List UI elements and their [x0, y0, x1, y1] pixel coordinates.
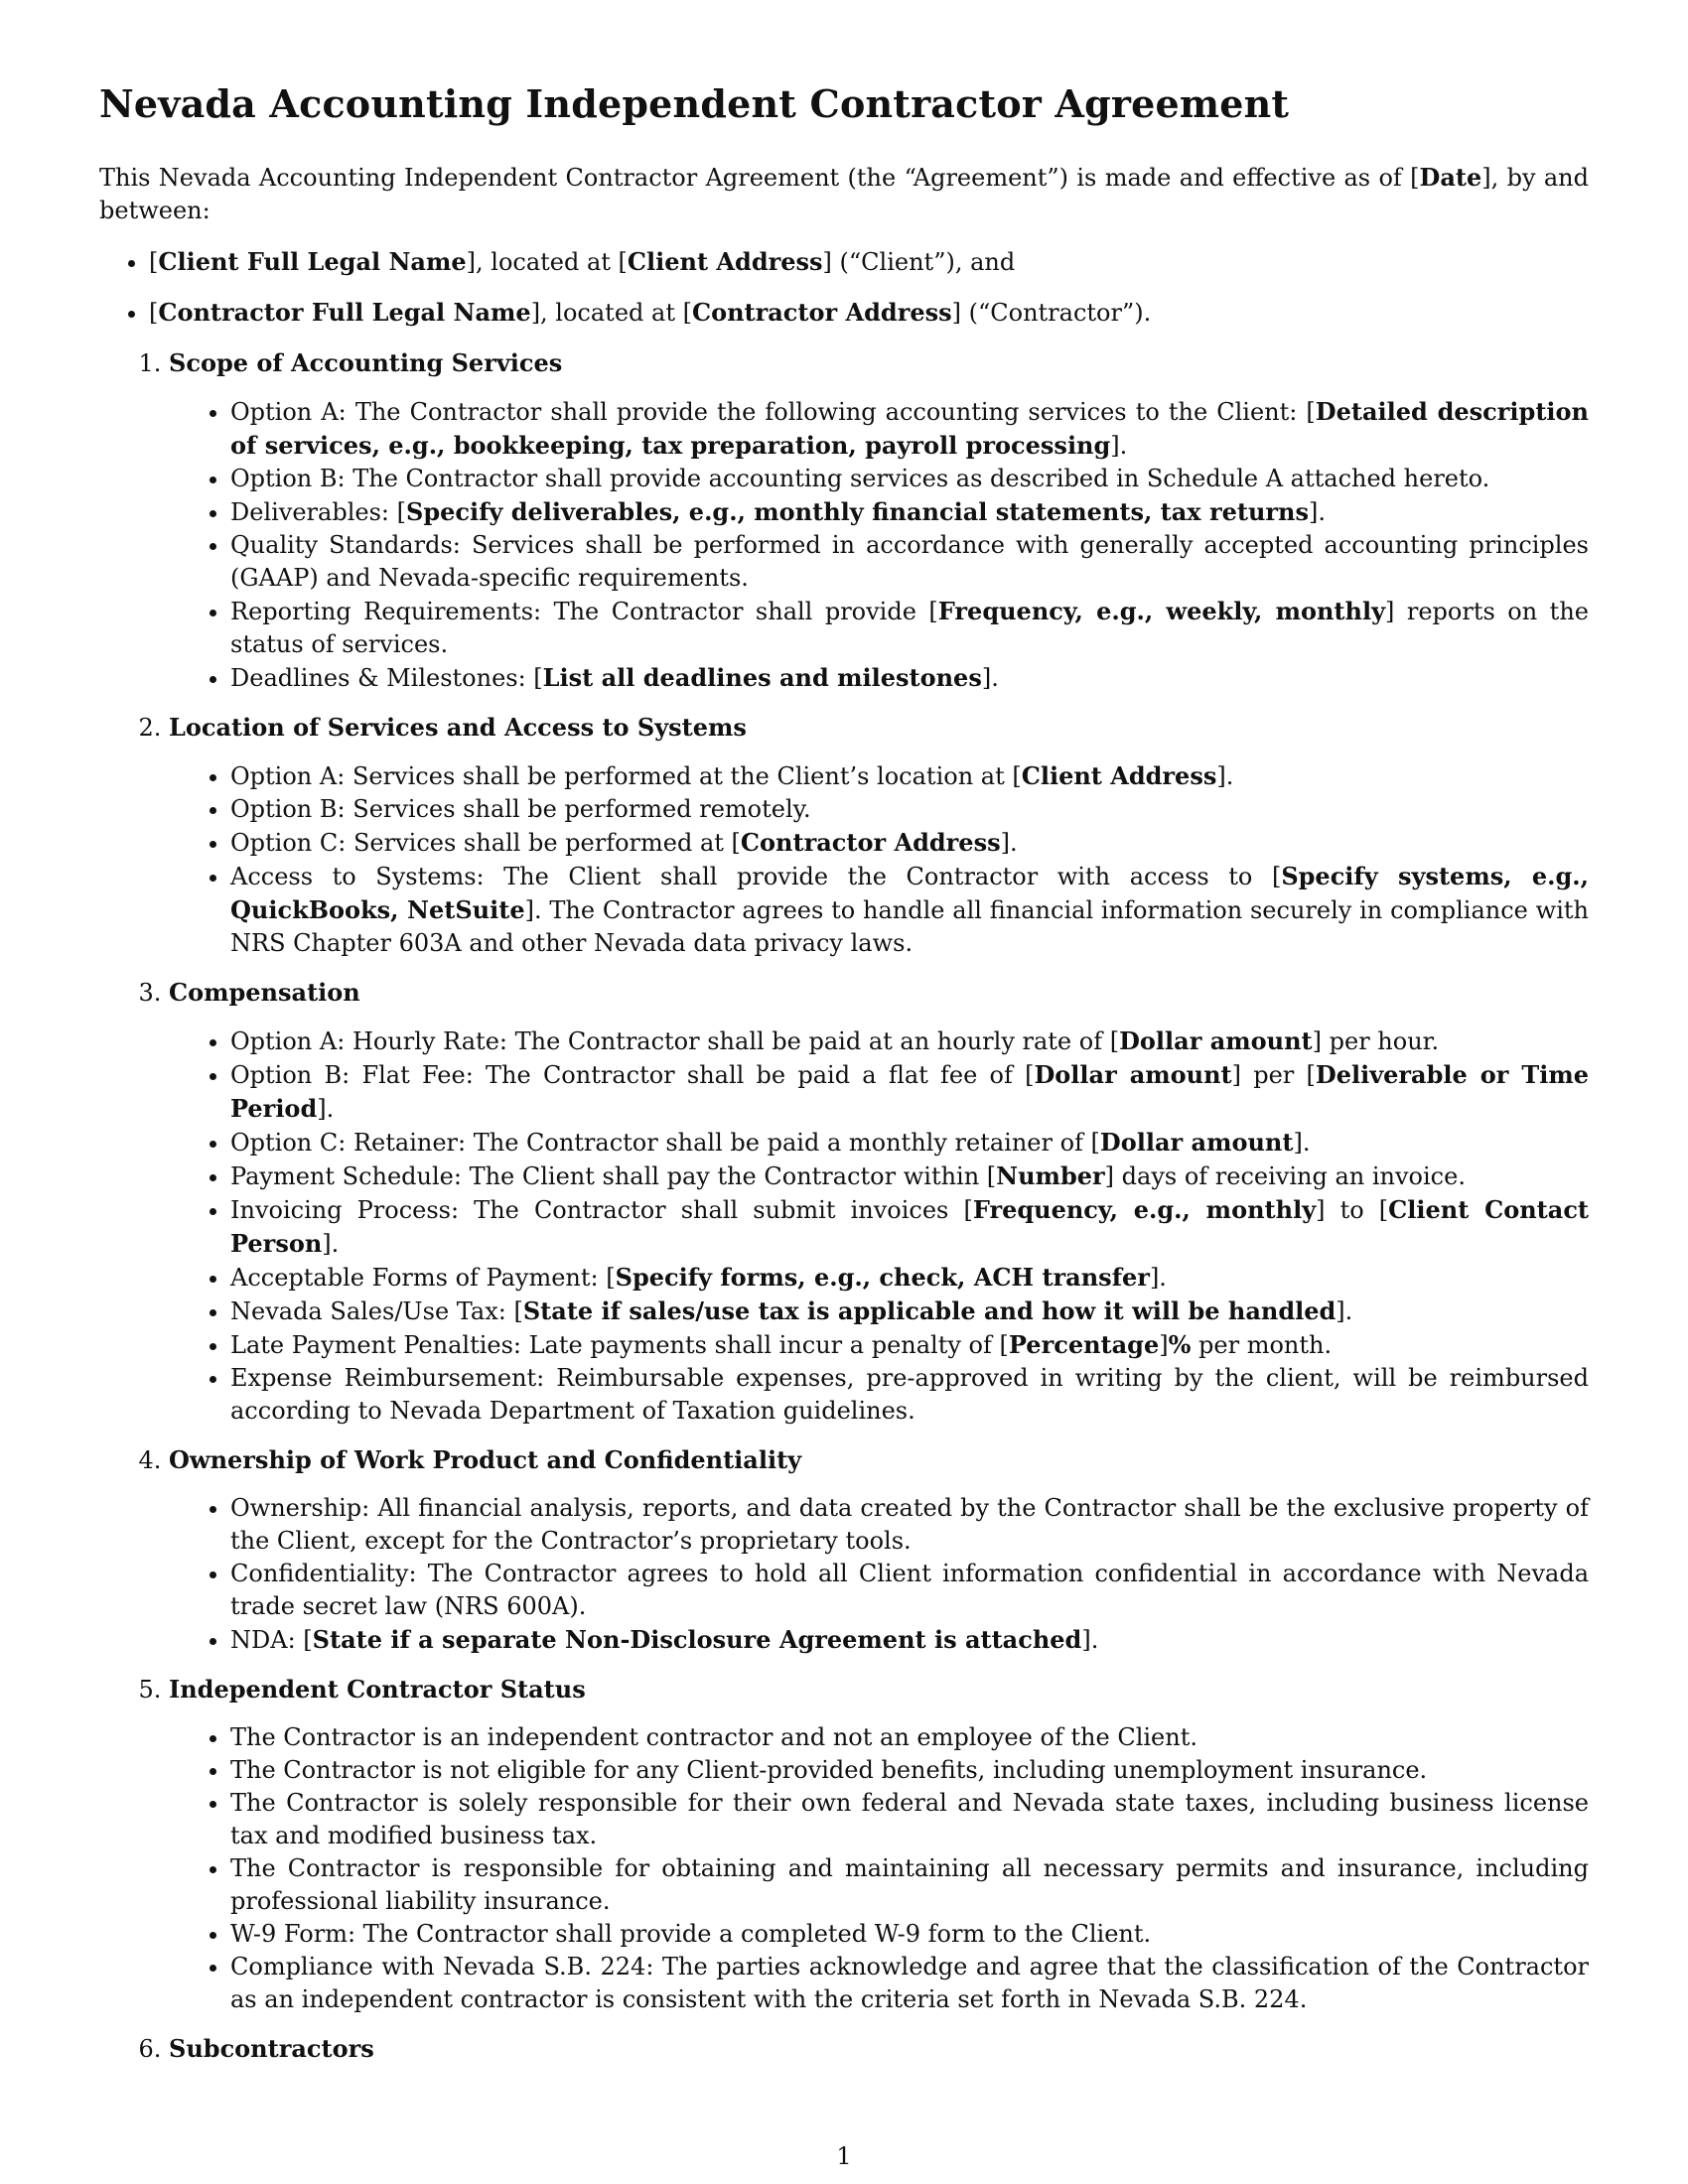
text-run: Option A: Services shall be performed at the Client’s location at [	[230, 761, 1022, 790]
text-run: ] per [	[1231, 1060, 1316, 1089]
list-item	[230, 1261, 1589, 1295]
section-title: Independent Contractor Status	[169, 1674, 586, 1704]
text-run: ] per hour.	[1312, 1026, 1440, 1055]
text-run: Confidentiality: The Contractor agrees to hold all Client information confidential in accordance with Nevada trade secret law (NRS 600A).	[230, 1559, 1589, 1620]
text-run: Option B: Flat Fee: The Contractor shall be paid a flat fee of [	[230, 1060, 1035, 1089]
text-run: Reporting Requirements: The Contractor shall provide [	[230, 597, 938, 625]
text-run: Acceptable Forms of Payment: [	[230, 1263, 616, 1292]
placeholder-field: Specify systems, e.g., QuickBooks, NetSuite	[230, 861, 1589, 924]
text-run: ].	[1000, 828, 1018, 857]
text-run: ].	[981, 663, 999, 692]
text-run: per month.	[1191, 1330, 1333, 1359]
text-run: ]	[1159, 1330, 1169, 1359]
text-run: The Contractor is not eligible for any Client-provided benefits, including unemployment insurance.	[230, 1755, 1428, 1784]
section-items	[169, 1721, 1589, 2016]
text-run: ].	[1149, 1263, 1167, 1292]
placeholder-field: Client Address	[627, 246, 823, 276]
list-item	[230, 1918, 1589, 1951]
list-item	[230, 1951, 1589, 2016]
document-title: Nevada Accounting Independent Contractor Agreement	[99, 81, 1290, 126]
text-run: Option A: The Contractor shall provide the following accounting services to the Client: [	[230, 397, 1316, 426]
placeholder-field: Client Address	[1021, 760, 1217, 790]
list-item	[230, 1492, 1589, 1558]
placeholder-field: Date	[1419, 162, 1482, 192]
text-run: The Contractor is responsible for obtaining and maintaining all necessary permits and insurance, including professional liability insurance.	[230, 1853, 1589, 1915]
section-item	[169, 2032, 1589, 2081]
section-title: Scope of Accounting Services	[169, 347, 563, 377]
text-run: Nevada Sales/Use Tax: [	[230, 1297, 523, 1325]
list-item	[230, 595, 1589, 661]
section-title: Subcontractors	[169, 2033, 374, 2063]
text-run: Invoicing Process: The Contractor shall submit invoices [	[230, 1195, 973, 1224]
text-run: Deliverables: [	[230, 497, 406, 526]
placeholder-field: Dollar amount	[1034, 1059, 1232, 1089]
text-run: ] to [	[1316, 1195, 1389, 1224]
placeholder-field: Dollar amount	[1099, 1127, 1294, 1157]
placeholder-field: Frequency, e.g., weekly, monthly	[937, 596, 1386, 625]
list-item	[230, 529, 1589, 595]
text-run: ], by and between:	[99, 163, 1589, 224]
placeholder-field: Contractor Address	[691, 297, 952, 327]
text-run: Option B: The Contractor shall provide accounting services as described in Schedule A attached hereto.	[230, 464, 1490, 492]
text-run: W-9 Form: The Contractor shall provide a completed W-9 form to the Client.	[230, 1919, 1152, 1948]
sections-list	[99, 346, 1589, 2081]
list-item	[230, 759, 1589, 793]
text-run: [	[149, 247, 159, 276]
list-item	[230, 1623, 1589, 1657]
text-run: ], located at [	[466, 247, 628, 276]
list-item	[230, 1754, 1589, 1787]
list-item	[230, 1024, 1589, 1058]
list-item	[230, 463, 1589, 495]
text-run: ] (“Client”), and	[822, 247, 1016, 276]
section-items	[169, 759, 1589, 960]
section-item	[169, 346, 1589, 695]
section-items	[169, 1024, 1589, 1428]
list-item	[230, 1193, 1589, 1261]
section-title: Compensation	[169, 977, 360, 1007]
list-item	[230, 661, 1589, 695]
page-number: 1	[836, 2142, 852, 2170]
section-items	[169, 1492, 1589, 1657]
text-run: Quality Standards: Services shall be performed in accordance with generally accepted accounting principles (GAAP) and Nevada-specific requirements.	[230, 530, 1589, 592]
text-run: ].	[1110, 431, 1128, 460]
text-run: The Contractor is an independent contractor and not an employee of the Client.	[230, 1722, 1197, 1751]
text-run: Option B: Services shall be performed remotely.	[230, 794, 811, 823]
text-run: ] (“Contractor”).	[951, 298, 1152, 327]
list-item	[230, 1558, 1589, 1623]
text-run: ].	[1216, 761, 1234, 790]
text-run: Ownership: All financial analysis, reports, and data created by the Contractor shall be the exclusive property of the Client, except for the Contractor’s proprietary tools.	[230, 1493, 1589, 1555]
text-run: ]. The Contractor agrees to handle all financial information securely in compliance with NRS Chapter 603A and other Nevada data privacy laws.	[230, 895, 1589, 957]
list-item	[230, 1852, 1589, 1918]
text-run: The Contractor is solely responsible for their own federal and Nevada state taxes, including business license tax and modified business tax.	[230, 1788, 1589, 1849]
intro-paragraph	[99, 161, 1589, 227]
placeholder-field: List all deadlines and milestones	[542, 662, 982, 692]
text-run: Deadlines & Milestones: [	[230, 663, 543, 692]
text-run: ].	[1293, 1128, 1311, 1157]
text-run: Access to Systems: The Client shall provide the Contractor with access to [	[230, 862, 1282, 890]
text-run: ].	[1081, 1625, 1099, 1654]
text-run: Option A: Hourly Rate: The Contractor shall be paid at an hourly rate of [	[230, 1026, 1120, 1055]
text-run: ].	[1309, 497, 1327, 526]
text-run: Option C: Retainer: The Contractor shall be paid a monthly retainer of [	[230, 1128, 1100, 1157]
section-title: Location of Services and Access to Systems	[169, 712, 747, 742]
list-item	[230, 860, 1589, 960]
text-run: ] days of receiving an invoice.	[1104, 1161, 1466, 1190]
party-item	[149, 296, 1589, 330]
text-run: Option C: Services shall be performed at [	[230, 828, 741, 857]
list-item	[230, 1787, 1589, 1852]
text-run: Expense Reimbursement: Reimbursable expenses, pre-approved in writing by the client, will be reimbursed according to Nevada Department of Taxation guidelines.	[230, 1363, 1589, 1425]
text-run: Compliance with Nevada S.B. 224: The parties acknowledge and agree that the classification of the Contractor as an independent contractor is consistent with the criteria set forth in Nevada S.B. 224.	[230, 1952, 1589, 2013]
placeholder-field: State if a separate Non-Disclosure Agreement is attached	[312, 1624, 1082, 1654]
placeholder-field: Contractor Full Legal Name	[158, 297, 531, 327]
party-item	[149, 245, 1589, 279]
section-item	[169, 1443, 1589, 1657]
placeholder-field: %	[1168, 1329, 1192, 1359]
text-run: ], located at [	[530, 298, 692, 327]
text-run: ].	[1336, 1297, 1353, 1325]
list-item	[230, 1160, 1589, 1193]
placeholder-field: Contractor Address	[740, 827, 1001, 857]
list-item	[230, 1295, 1589, 1328]
placeholder-field: Detailed description of services, e.g., bookkeeping, tax preparation, payroll processing	[230, 396, 1589, 460]
text-run: This Nevada Accounting Independent Contractor Agreement (the “Agreement”) is made and effective as of [	[99, 163, 1420, 192]
placeholder-field: Specify deliverables, e.g., monthly financial statements, tax returns	[405, 496, 1310, 526]
list-item	[230, 1721, 1589, 1754]
list-item	[230, 826, 1589, 860]
text-run: ].	[317, 1094, 335, 1123]
text-run: ] reports on the status of services.	[230, 597, 1589, 658]
placeholder-field: Deliverable or Time Period	[230, 1059, 1589, 1123]
section-item	[169, 711, 1589, 960]
list-item	[230, 1328, 1589, 1362]
placeholder-field: Dollar amount	[1119, 1025, 1313, 1055]
list-item	[230, 1058, 1589, 1126]
text-run: Late Payment Penalties: Late payments shall incur a penalty of [	[230, 1330, 1009, 1359]
text-run: ].	[322, 1229, 340, 1258]
text-run: Payment Schedule: The Client shall pay the Contractor within [	[230, 1161, 997, 1190]
placeholder-field: Percentage	[1008, 1329, 1160, 1359]
document-page	[99, 81, 1589, 2097]
list-item	[230, 793, 1589, 826]
text-run: [	[149, 298, 159, 327]
section-item	[169, 976, 1589, 1428]
parties-list	[99, 245, 1589, 330]
placeholder-field: Frequency, e.g., monthly	[972, 1194, 1317, 1224]
section-title: Ownership of Work Product and Confidentiality	[169, 1444, 802, 1474]
placeholder-field: Specify forms, e.g., check, ACH transfer	[615, 1262, 1150, 1292]
list-item	[230, 495, 1589, 529]
list-item	[230, 1126, 1589, 1160]
text-run: NDA: [	[230, 1625, 313, 1654]
placeholder-field: Number	[996, 1160, 1105, 1190]
placeholder-field: State if sales/use tax is applicable and how it will be handled	[522, 1296, 1336, 1325]
placeholder-field: Client Full Legal Name	[158, 246, 467, 276]
list-item	[230, 1362, 1589, 1428]
section-item	[169, 1673, 1589, 2016]
section-items	[169, 395, 1589, 695]
placeholder-field: Client Contact Person	[230, 1194, 1590, 1258]
list-item	[230, 395, 1589, 463]
